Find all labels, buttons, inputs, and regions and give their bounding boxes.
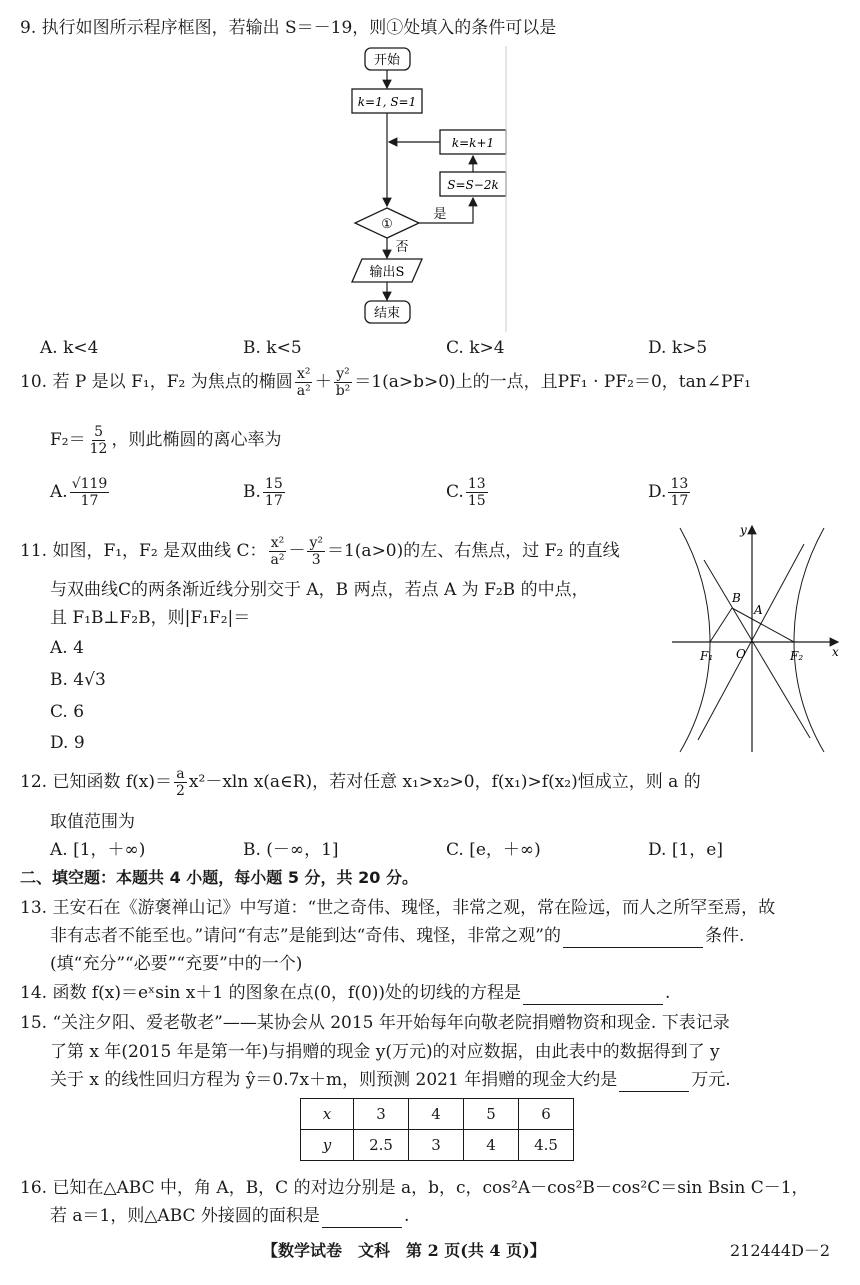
q16-line2: 若 a＝1，则△ABC 外接圆的面积是 . bbox=[50, 1206, 410, 1226]
flow-no: 否 bbox=[395, 240, 409, 255]
q15-line2: 了第 x 年(2015 年是第一年)与捐赠的现金 y(万元)的对应数据，由此表中的数据得到了 y bbox=[50, 1042, 720, 1062]
flow-init: k=1, S=1 bbox=[357, 95, 417, 109]
q10-option-d[interactable]: D. $\frac{13}{17}$ bbox=[648, 476, 689, 509]
graph-point-o: O bbox=[736, 647, 746, 661]
q11-hyperbola-graph bbox=[670, 520, 848, 756]
q9-flowchart bbox=[340, 44, 520, 334]
q12-option-a[interactable]: A. [1，＋∞) bbox=[50, 840, 146, 860]
q11-line3: 且 F₁B⊥F₂B，则|F₁F₂|＝ bbox=[50, 608, 251, 628]
q10-line1: 10. 若 P 是以 F₁，F₂ 为焦点的椭圆 $\frac{\text{x²}}{\text{a²}}$ ＋ $\frac{\text{y²}}{\text{b²}}$ ＝1(a>b>0)上的一点，且PF₁ · PF₂＝0，tan∠PF₁ bbox=[20, 366, 752, 399]
table-row: x 3 4 5 6 bbox=[301, 1099, 574, 1130]
q15-line1: 15. “关注夕阳、爱老敬老”——某协会从 2015 年开始每年向敬老院捐赠物资和现金. 下表记录 bbox=[20, 1013, 730, 1033]
graph-point-b: B bbox=[732, 591, 741, 605]
flow-start: 开始 bbox=[373, 53, 401, 68]
flow-end: 结束 bbox=[373, 306, 401, 321]
q12-option-d[interactable]: D. [1，e] bbox=[648, 840, 723, 860]
q14-line: 14. 函数 f(x)＝eˣsin x＋1 的图象在点(0，f(0))处的切线的方程是 . bbox=[20, 983, 671, 1003]
q16-answer-blank[interactable] bbox=[322, 1209, 402, 1228]
graph-point-f1: F₁ bbox=[700, 649, 714, 663]
q11-option-b[interactable]: B. 4√3 bbox=[50, 670, 106, 690]
q14-answer-blank[interactable] bbox=[523, 986, 663, 1005]
graph-point-a: A bbox=[754, 603, 763, 617]
q12-option-c[interactable]: C. [e，＋∞) bbox=[446, 840, 541, 860]
q9-stem: 9. 执行如图所示程序框图，若输出 S＝－19，则①处填入的条件可以是 bbox=[20, 18, 557, 38]
q11-option-a[interactable]: A. 4 bbox=[50, 638, 84, 658]
graph-x-label: x bbox=[832, 645, 839, 659]
q15-data-table bbox=[300, 1098, 574, 1161]
q10-option-c[interactable]: C. $\frac{13}{15}$ bbox=[446, 476, 486, 509]
q16-line1: 16. 已知在△ABC 中，角 A，B，C 的对边分别是 a，b，c，cos²A－cos²B－cos²C＝sin Bsin C－1， bbox=[20, 1178, 809, 1198]
q10-option-a[interactable]: A. $\frac{√119}{17}$ bbox=[50, 476, 108, 509]
q11-option-d[interactable]: D. 9 bbox=[50, 733, 85, 753]
q9-option-d[interactable]: D. k>5 bbox=[648, 338, 708, 358]
flow-update-s: S=S−2k bbox=[447, 178, 499, 192]
q12-line1: 12. 已知函数 f(x)＝ $\frac{a}{2}$ x²－xln x(a∈R)，若对任意 x₁>x₂>0，f(x₁)>f(x₂)恒成立，则 a 的 bbox=[20, 766, 701, 799]
q13-line1: 13. 王安石在《游褒禅山记》中写道：“世之奇伟、瑰怪，非常之观，常在险远，而人之所罕至焉，故 bbox=[20, 898, 776, 918]
q10-line2: F₂＝ $\frac{5}{12}$ ，则此椭圆的离心率为 bbox=[50, 424, 282, 457]
flow-output: 输出S bbox=[369, 265, 405, 280]
q10-option-b[interactable]: B. $\frac{15}{17}$ bbox=[243, 476, 283, 509]
graph-y-label: y bbox=[740, 523, 747, 537]
flow-update-k: k=k+1 bbox=[451, 136, 495, 150]
table-row: y 2.5 3 4 4.5 bbox=[301, 1130, 574, 1161]
q9-option-c[interactable]: C. k>4 bbox=[446, 338, 505, 358]
flow-condition: ① bbox=[381, 217, 393, 232]
q9-option-b[interactable]: B. k<5 bbox=[243, 338, 302, 358]
footer-title: 【数学试卷 文科 第 2 页(共 4 页)】 bbox=[262, 1241, 546, 1260]
q13-line2: 非有志者不能至也。”请问“有志”是能到达“奇伟、瑰怪，非常之观”的 条件. bbox=[50, 926, 745, 946]
footer-code: 212444D－2 bbox=[730, 1241, 831, 1260]
q9-option-a[interactable]: A. k<4 bbox=[40, 338, 99, 358]
section2-heading: 二、填空题：本题共 4 小题，每小题 5 分，共 20 分。 bbox=[20, 868, 418, 887]
flow-yes: 是 bbox=[433, 207, 447, 222]
graph-point-f2: F₂ bbox=[790, 649, 804, 663]
q15-line3: 关于 x 的线性回归方程为 ŷ＝0.7x＋m，则预测 2021 年捐赠的现金大约是 万元. bbox=[50, 1070, 731, 1090]
q12-option-b[interactable]: B. (－∞，1] bbox=[243, 840, 339, 860]
q13-line3: (填“充分”“必要”“充要”中的一个) bbox=[50, 954, 303, 974]
q11-option-c[interactable]: C. 6 bbox=[50, 702, 85, 722]
q11-line2: 与双曲线C的两条渐近线分别交于 A，B 两点，若点 A 为 F₂B 的中点， bbox=[50, 580, 589, 600]
q15-answer-blank[interactable] bbox=[619, 1073, 689, 1092]
q11-line1: 11. 如图，F₁，F₂ 是双曲线 C： $\frac{\text{x²}}{\text{a²}}$ － $\frac{\text{y²}}{3}$ ＝1(a>0)的左、右焦点，过 F₂ 的直线 bbox=[20, 535, 620, 568]
q13-answer-blank[interactable] bbox=[563, 929, 703, 948]
q12-line2: 取值范围为 bbox=[50, 812, 135, 832]
